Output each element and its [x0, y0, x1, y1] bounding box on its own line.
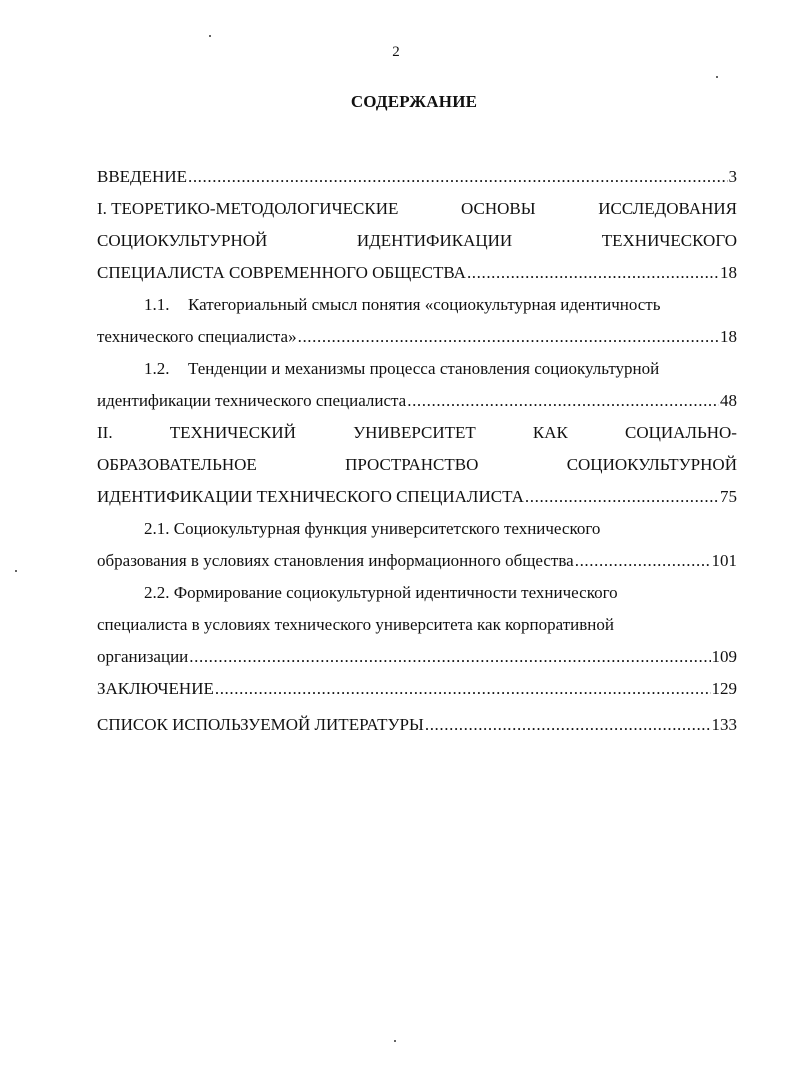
toc-section-number: 1.2. [144, 359, 170, 378]
toc-page-number: 18 [720, 327, 737, 346]
toc-word: ИССЛЕДОВАНИЯ [598, 199, 737, 218]
scan-speck [394, 1040, 396, 1042]
leader-dots [525, 486, 719, 508]
toc-word: ОСНОВЫ [461, 199, 536, 218]
toc-section-2-1-line-1[interactable] [97, 518, 737, 550]
toc-entry-label: 2.2. Формирование социокультурной идентичности технического [144, 583, 618, 602]
toc-page-number: 3 [728, 167, 737, 186]
toc-chapter-1-line-3[interactable] [97, 262, 737, 294]
toc-word: I. ТЕОРЕТИКО-МЕТОДОЛОГИЧЕСКИЕ [97, 199, 399, 218]
leader-dots [425, 714, 711, 736]
toc-word: КАК [532, 423, 568, 442]
toc-word: СОЦИОКУЛЬТУРНОЙ [97, 231, 268, 250]
toc-chapter-2-line-2[interactable] [97, 454, 737, 486]
toc-entry-label: специалиста в условиях технического университета как корпоративной [97, 615, 614, 634]
toc-section-2-1-line-2[interactable] [97, 550, 737, 582]
page-number: 2 [392, 44, 400, 60]
toc-page-number: 101 [711, 551, 737, 570]
toc-entry-label: 2.1. Социокультурная функция университетского технического [144, 519, 601, 538]
leader-dots [189, 646, 710, 668]
scan-speck [716, 76, 718, 78]
page-title: СОДЕРЖАНИЕ [350, 92, 478, 111]
toc-chapter-2-line-3[interactable] [97, 486, 737, 518]
toc-entry-label: ИДЕНТИФИКАЦИИ ТЕХНИЧЕСКОГО СПЕЦИАЛИСТА [97, 487, 524, 506]
toc-page-number: 75 [720, 487, 737, 506]
toc-page-number: 109 [711, 647, 737, 666]
leader-dots [467, 262, 719, 284]
table-of-contents [97, 166, 737, 746]
toc-entry-label: ВВЕДЕНИЕ [97, 167, 187, 186]
toc-chapter-1-line-1[interactable] [97, 198, 737, 230]
toc-word: СОЦИОКУЛЬТУРНОЙ [566, 455, 737, 474]
toc-word: ПРОСТРАНСТВО [345, 455, 479, 474]
toc-entry-label: технического специалиста» [97, 327, 297, 346]
leader-dots [575, 550, 711, 572]
toc-word: УНИВЕРСИТЕТ [353, 423, 476, 442]
leader-dots [407, 390, 719, 412]
toc-word: ТЕХНИЧЕСКОГО [601, 231, 737, 250]
toc-section-1-1-line-2[interactable] [97, 326, 737, 358]
leader-dots [298, 326, 719, 348]
toc-page-number: 133 [711, 715, 737, 734]
toc-page-number: 18 [720, 263, 737, 282]
toc-word: II. [97, 423, 113, 442]
toc-word: СОЦИАЛЬНО- [625, 423, 737, 442]
toc-section-2-2-line-2[interactable] [97, 614, 737, 646]
toc-entry-label: Тенденции и механизмы процесса становления социокультурной [188, 359, 660, 378]
leader-dots [215, 678, 711, 700]
toc-section-2-2-line-1[interactable] [97, 582, 737, 614]
toc-page-number: 129 [711, 679, 737, 698]
toc-word: ОБРАЗОВАТЕЛЬНОЕ [97, 455, 257, 474]
toc-entry-label: СПЕЦИАЛИСТА СОВРЕМЕННОГО ОБЩЕСТВА [97, 263, 466, 282]
toc-entry-label: организации [97, 647, 189, 666]
toc-entry-label: Категориальный смысл понятия «социокультурная идентичность [188, 295, 661, 314]
toc-entry-label: СПИСОК ИСПОЛЬЗУЕМОЙ ЛИТЕРАТУРЫ [97, 715, 424, 734]
toc-word: ТЕХНИЧЕСКИЙ [169, 423, 296, 442]
toc-entry-label: идентификации технического специалиста [97, 391, 407, 410]
toc-chapter-1-line-2[interactable] [97, 230, 737, 262]
toc-chapter-2-line-1[interactable] [97, 422, 737, 454]
toc-entry-label: образования в условиях становления информационного общества [97, 551, 574, 570]
toc-page-number: 48 [720, 391, 737, 410]
toc-word: ИДЕНТИФИКАЦИИ [356, 231, 513, 250]
toc-entry-conclusion[interactable] [97, 678, 737, 710]
toc-entry-label: ЗАКЛЮЧЕНИЕ [97, 679, 214, 698]
toc-section-1-2-line-2[interactable] [97, 390, 737, 422]
toc-section-1-2-line-1[interactable] [97, 358, 737, 390]
toc-section-number: 1.1. [144, 295, 170, 314]
toc-section-1-1-line-1[interactable] [97, 294, 737, 326]
toc-section-2-2-line-3[interactable] [97, 646, 737, 678]
leader-dots [188, 166, 728, 188]
toc-entry-introduction[interactable] [97, 166, 737, 198]
scan-speck [15, 570, 17, 572]
toc-entry-references[interactable] [97, 714, 737, 746]
scan-speck [209, 35, 211, 37]
